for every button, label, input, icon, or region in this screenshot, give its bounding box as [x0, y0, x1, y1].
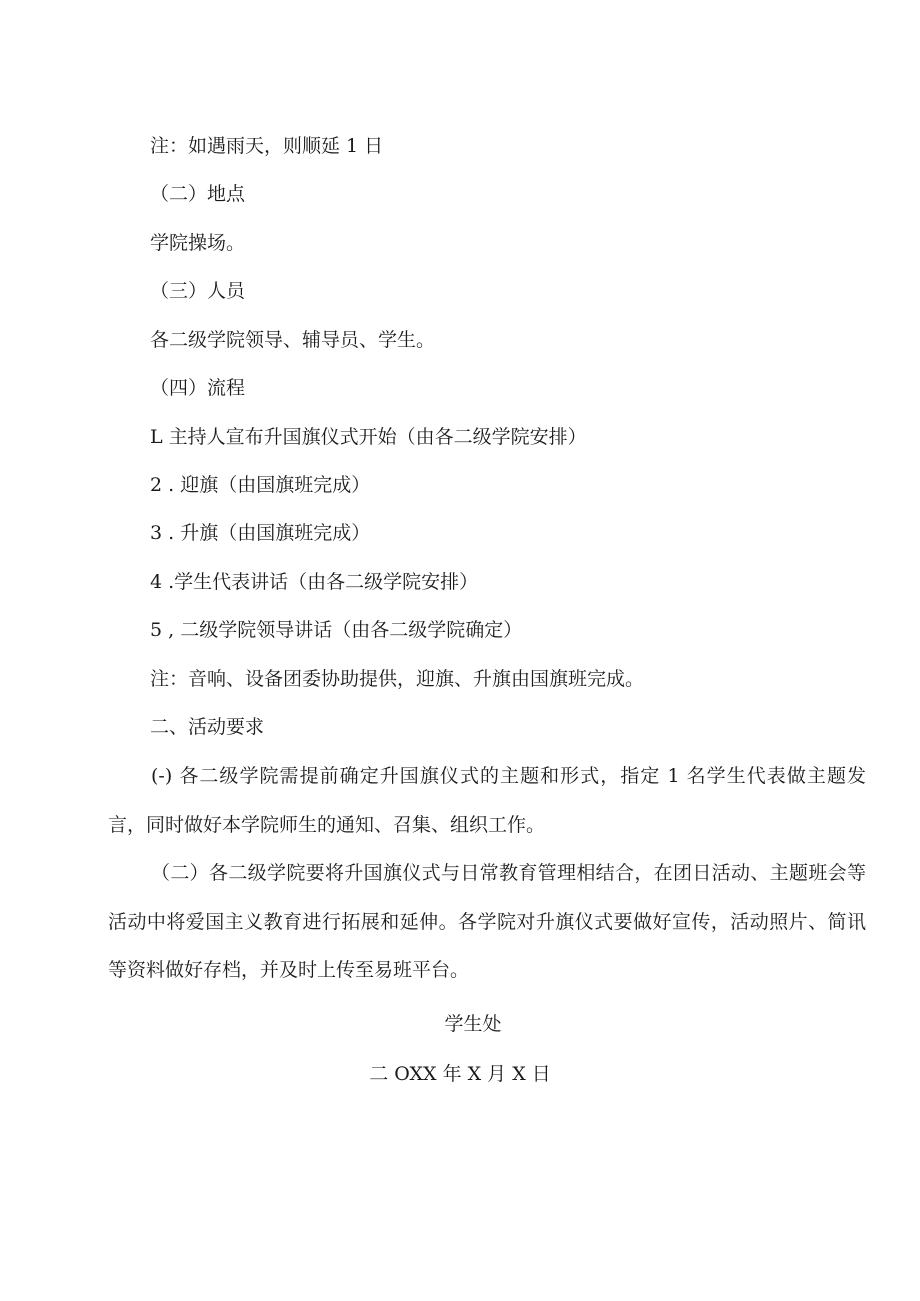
requirement-paragraph-1: (-) 各二级学院需提前确定升国旗仪式的主题和形式，指定 1 名学生代表做主题发言，同时做好本学院师生的通知、召集、组织工作。 [108, 765, 866, 836]
process-step-4: 4 .学生代表讲话（由各二级学院安排） [150, 571, 479, 593]
location-text: 学院操场。 [150, 232, 246, 254]
process-step-2: 2 . 迎旗（由国旗班完成） [150, 474, 371, 496]
section-process-heading: （四）流程 [150, 377, 246, 399]
note-equipment: 注：音响、设备团委协助提供，迎旗、升旗由国旗班完成。 [150, 668, 645, 690]
process-step-1: L 主持人宣布升国旗仪式开始（由各二级学院安排） [150, 426, 587, 448]
section-requirements-heading: 二、活动要求 [150, 716, 265, 738]
personnel-text: 各二级学院领导、辅导员、学生。 [150, 329, 436, 351]
process-step-5: 5 , 二级学院领导讲话（由各二级学院确定） [150, 619, 523, 641]
requirement-paragraph-2: （二）各二级学院要将升国旗仪式与日常教育管理相结合，在团日活动、主题班会等活动中将爱国主义教育进行拓展和延伸。各学院对升旗仪式要做好宣传，活动照片、简讯等资料做好存档，并及时上传至易班平台。 [108, 862, 866, 981]
section-personnel-heading: （三）人员 [150, 280, 246, 302]
section-location-heading: （二）地点 [150, 183, 246, 205]
note-rain-delay: 注：如遇雨天，则顺延 1 日 [150, 135, 384, 157]
process-step-3: 3 . 升旗（由国旗班完成） [150, 522, 371, 544]
signature-date: 二 OXX 年 X 月 X 日 [369, 1063, 551, 1085]
signature-department: 学生处 [444, 1013, 502, 1035]
